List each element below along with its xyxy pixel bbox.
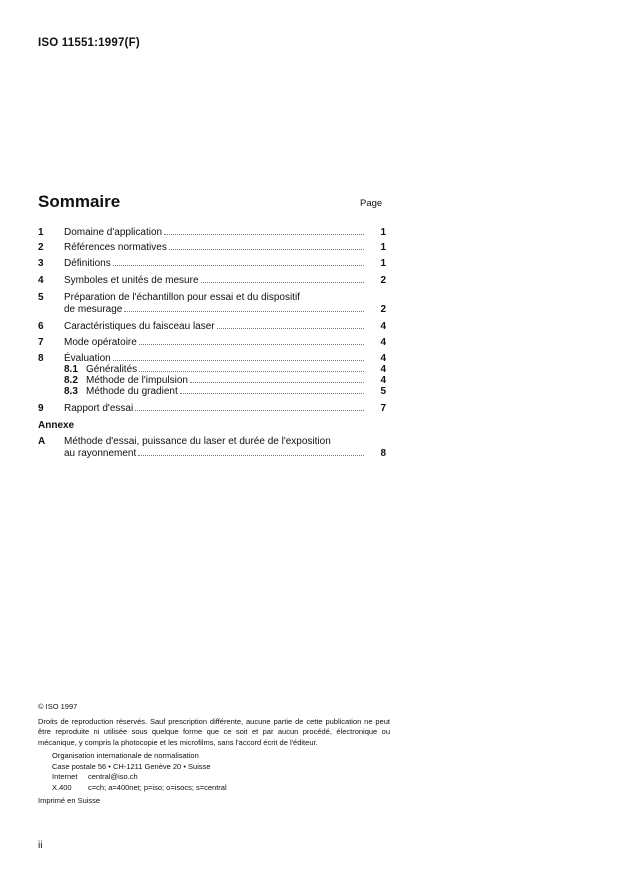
leader-dots: [124, 311, 364, 312]
toc-entry-page: 7: [380, 403, 386, 414]
leader-dots: [113, 265, 364, 266]
toc-entry-title-line1: Méthode d'essai, puissance du laser et durée de l'exposition: [64, 436, 331, 447]
rights-statement: Droits de reproduction réservés. Sauf prescription différente, aucune partie de cette publication ne peut être reproduite ni utilisée sous quelque forme que ce soit et par aucun procédé, électronique ou mécanique, y compris la photocopie et les microfilms, sans l'accord écrit de l'éditeur.: [38, 716, 390, 747]
toc-subentry-number: 8.1: [64, 364, 78, 375]
internet-label: Internet: [52, 772, 78, 781]
toc-entry-title: Définitions: [64, 258, 111, 269]
leader-dots: [139, 344, 364, 345]
leader-dots: [169, 249, 364, 250]
toc-entry-number: 3: [38, 258, 44, 269]
toc-entry-number: 4: [38, 275, 44, 286]
page-number: ii: [38, 840, 43, 851]
toc-annex-a[interactable]: [38, 436, 386, 462]
toc-subentry-number: 8.2: [64, 375, 78, 386]
toc-entry-number: A: [38, 436, 46, 447]
toc-page-column-label: Page: [360, 198, 383, 209]
printed-in: Imprimé en Suisse: [38, 796, 101, 805]
leader-dots: [180, 393, 364, 394]
toc-entry-8[interactable]: [38, 353, 386, 401]
toc-entry-title: Références normatives: [64, 242, 167, 253]
leader-dots: [217, 328, 364, 329]
leader-dots: [139, 371, 364, 372]
leader-dots: [190, 382, 364, 383]
toc-subentry-title: Méthode de l'impulsion: [86, 375, 188, 386]
toc-subentry-title: Méthode du gradient: [86, 386, 178, 397]
toc-title: Sommaire: [38, 192, 121, 211]
toc-entry-number: 6: [38, 321, 44, 332]
x400-label: X.400: [52, 782, 72, 792]
organisation-name: Organisation internationale de normalisation: [52, 751, 199, 760]
toc-subentry-page: 4: [380, 375, 386, 386]
x400-address: c=ch; a=400net; p=iso; o=isocs; s=central: [88, 782, 227, 792]
toc-entry-number: 5: [38, 292, 44, 303]
toc-entry-page: 8: [380, 448, 386, 459]
leader-dots: [138, 455, 364, 456]
toc-entry-page: 4: [380, 353, 386, 364]
document-id: ISO 11551:1997(F): [38, 37, 140, 49]
toc-entry-title-line2: de mesurage: [64, 304, 123, 315]
internet-address: central@iso.ch: [88, 772, 138, 781]
leader-dots: [201, 282, 364, 283]
copyright-block: [38, 702, 390, 807]
toc-entry-number: 8: [38, 353, 44, 364]
toc-entry-title-line1: Préparation de l'échantillon pour essai et du dispositif: [64, 292, 300, 303]
toc-entry-page: 4: [380, 337, 386, 348]
toc-entry-title: Caractéristiques du faisceau laser: [64, 321, 215, 332]
toc-entry-title: Évaluation: [64, 353, 111, 364]
toc-entry-page: 2: [380, 275, 386, 286]
toc-entry-title: Symboles et unités de mesure: [64, 275, 199, 286]
toc-subentry-number: 8.3: [64, 386, 78, 397]
toc-entry-page: 2: [380, 304, 386, 315]
toc-subentry-title: Généralités: [86, 364, 138, 375]
annex-heading: Annexe: [38, 420, 75, 431]
toc-entry-title: Mode opératoire: [64, 337, 137, 348]
toc-entry-page: 1: [380, 227, 386, 238]
toc-entry-page: 4: [380, 321, 386, 332]
toc-subentry-page: 4: [380, 364, 386, 375]
leader-dots: [164, 234, 364, 235]
toc-entry-title: Domaine d'application: [64, 227, 163, 238]
toc-entry-page: 1: [380, 258, 386, 269]
leader-dots: [113, 360, 364, 361]
toc-subentry-8-3[interactable]: [64, 386, 368, 398]
toc-subentry-page: 5: [380, 386, 386, 397]
toc-entry-number: 2: [38, 242, 44, 253]
postal-address: Case postale 56 • CH-1211 Genève 20 • Suisse: [52, 761, 211, 771]
toc-entry-title-line2: au rayonnement: [64, 448, 137, 459]
toc-entry-number: 9: [38, 403, 44, 414]
toc-entry-number: 1: [38, 227, 44, 238]
toc-entry-title: Rapport d'essai: [64, 403, 134, 414]
toc-entry-5[interactable]: [38, 292, 386, 318]
toc-entry-page: 1: [380, 242, 386, 253]
copyright-notice: © ISO 1997: [38, 702, 78, 711]
leader-dots: [135, 410, 364, 411]
toc-entry-number: 7: [38, 337, 44, 348]
